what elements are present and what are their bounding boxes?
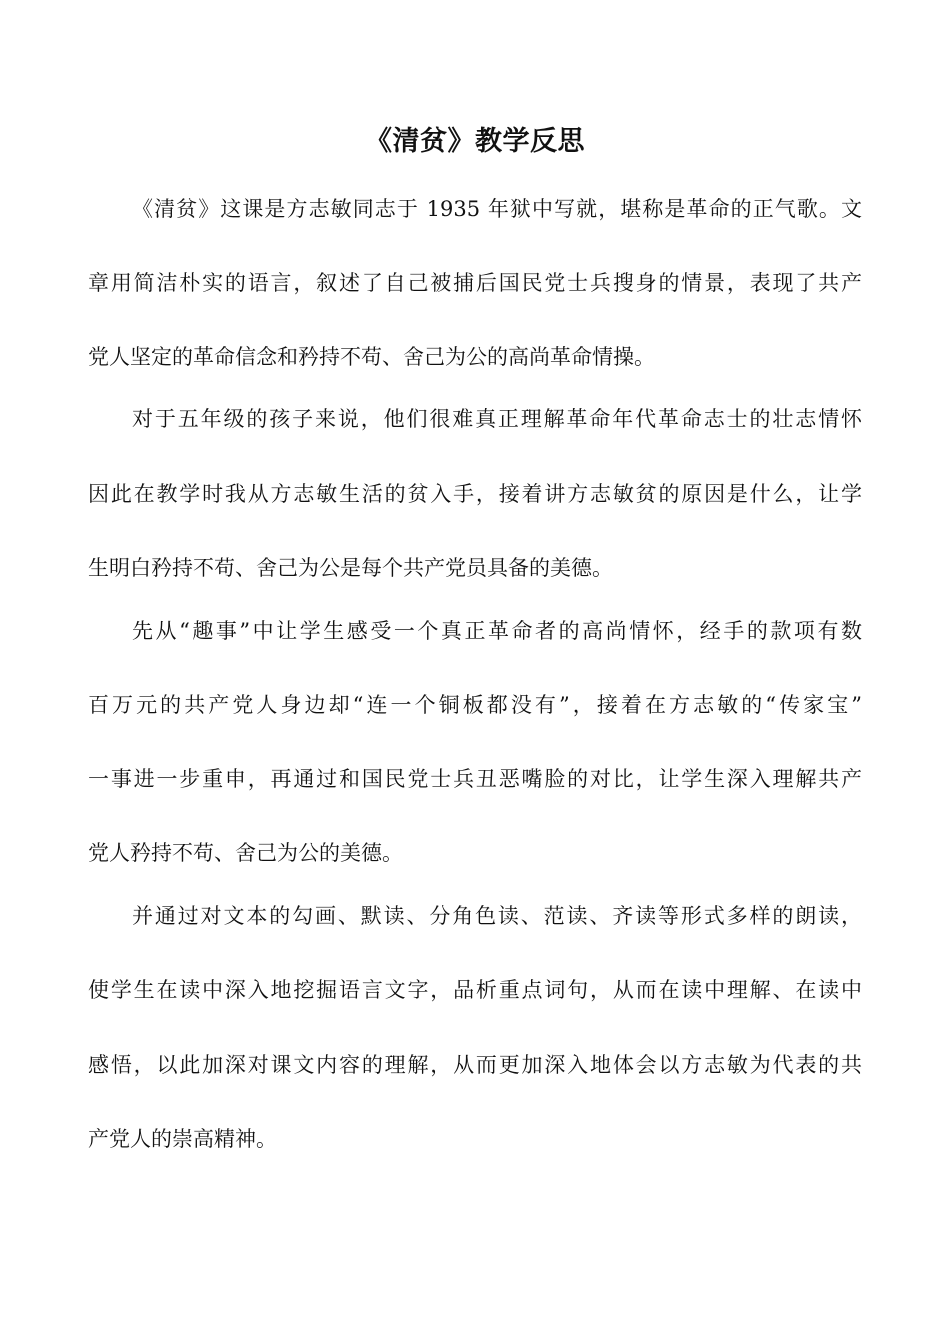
paragraph-4-line-4: 产党人的崇高精神。 [88, 1127, 277, 1151]
paragraph-4-line-3: 感悟，以此加深对课文内容的理解，从而更加深入地体会以方志敏为代表的共 [88, 1053, 862, 1077]
paragraph-4-line-2: 使学生在读中深入地挖掘语言文字，品析重点词句，从而在读中理解、在读中 [88, 978, 862, 1002]
paragraph-1-line-3: 党人坚定的革命信念和矜持不苟、舍己为公的高尚革命情操。 [88, 345, 655, 369]
paragraph-3-line-2: 百万元的共产党人身边却“连一个铜板都没有”，接着在方志敏的“传家宝” [88, 693, 862, 717]
paragraph-3-line-4: 党人矜持不苟、舍己为公的美德。 [88, 841, 403, 865]
paragraph-2-line-1: 对于五年级的孩子来说，他们很难真正理解革命年代革命志士的壮志情怀 [132, 407, 862, 431]
paragraph-1-line-1: 《清贫》这课是方志敏同志于 1935 年狱中写就，堪称是革命的正气歌。文 [132, 197, 862, 221]
document-title: 《清贫》教学反思 [365, 126, 585, 157]
paragraph-2-line-3: 生明白矜持不苟、舍己为公是每个共产党员具备的美德。 [88, 556, 613, 580]
paragraph-1-line-2: 章用简洁朴实的语言，叙述了自己被捕后国民党士兵搜身的情景，表现了共产 [88, 271, 862, 295]
paragraph-3-line-1: 先从“趣事”中让学生感受一个真正革命者的高尚情怀，经手的款项有数 [132, 619, 862, 643]
paragraph-3-line-3: 一事进一步重申，再通过和国民党士兵丑恶嘴脸的对比，让学生深入理解共产 [88, 767, 862, 791]
paragraph-2-line-2: 因此在教学时我从方志敏生活的贫入手，接着讲方志敏贫的原因是什么，让学 [88, 482, 862, 506]
paragraph-4-line-1: 并通过对文本的勾画、默读、分角色读、范读、齐读等形式多样的朗读， [132, 904, 862, 928]
